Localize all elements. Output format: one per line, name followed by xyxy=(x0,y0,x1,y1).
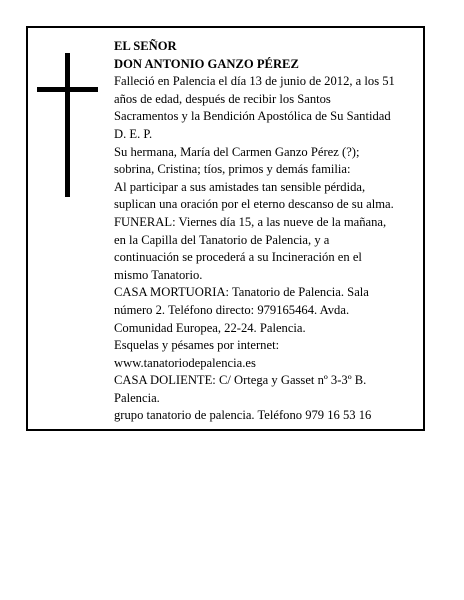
notice-line: FUNERAL: Viernes día 15, a las nueve de la mañana, xyxy=(114,214,387,229)
notice-line: mismo Tanatorio. xyxy=(114,267,203,282)
deceased-name: DON ANTONIO GANZO PÉREZ xyxy=(114,56,299,71)
notice-line: suplican una oración por el eterno descanso de su alma. xyxy=(114,197,394,212)
cross-vertical-bar xyxy=(65,53,70,197)
latin-cross-icon xyxy=(37,53,98,197)
notice-line: Esquelas y pésames por internet: xyxy=(114,338,280,353)
notice-line: D. E. P. xyxy=(114,126,153,141)
notice-line: Su hermana, María del Carmen Ganzo Pérez (?); xyxy=(114,144,360,159)
notice-line: Sacramentos y la Bendición Apostólica de Su Santidad xyxy=(114,109,391,124)
notice-line: Palencia. xyxy=(114,390,160,405)
notice-line: grupo tanatorio de palencia. Teléfono 979 16 53 16 xyxy=(114,408,372,423)
notice-line: Falleció en Palencia el día 13 de junio de 2012, a los 51 xyxy=(114,74,395,89)
notice-line: CASA DOLIENTE: C/ Ortega y Gasset nº 3-3º B. xyxy=(114,373,367,388)
notice-line: Comunidad Europea, 22-24. Palencia. xyxy=(114,320,306,335)
notice-line: años de edad, después de recibir los Santos xyxy=(114,91,331,106)
notice-line: CASA MORTUORIA: Tanatorio de Palencia. Sala xyxy=(114,285,369,300)
notice-line: número 2. Teléfono directo: 979165464. Avda. xyxy=(114,302,350,317)
cross-horizontal-bar xyxy=(37,87,98,92)
notice-heading: EL SEÑOR xyxy=(114,39,177,53)
notice-line: sobrina, Cristina; tíos, primos y demás familia: xyxy=(114,162,351,177)
website-link[interactable]: www.tanatoriodepalencia.es xyxy=(114,355,256,370)
obituary-text xyxy=(114,38,424,425)
notice-line: Al participar a sus amistades tan sensible pérdida, xyxy=(114,179,366,194)
notice-line: continuación se procederá a su Incineración en el xyxy=(114,250,362,265)
notice-line: en la Capilla del Tanatorio de Palencia, y a xyxy=(114,232,330,247)
